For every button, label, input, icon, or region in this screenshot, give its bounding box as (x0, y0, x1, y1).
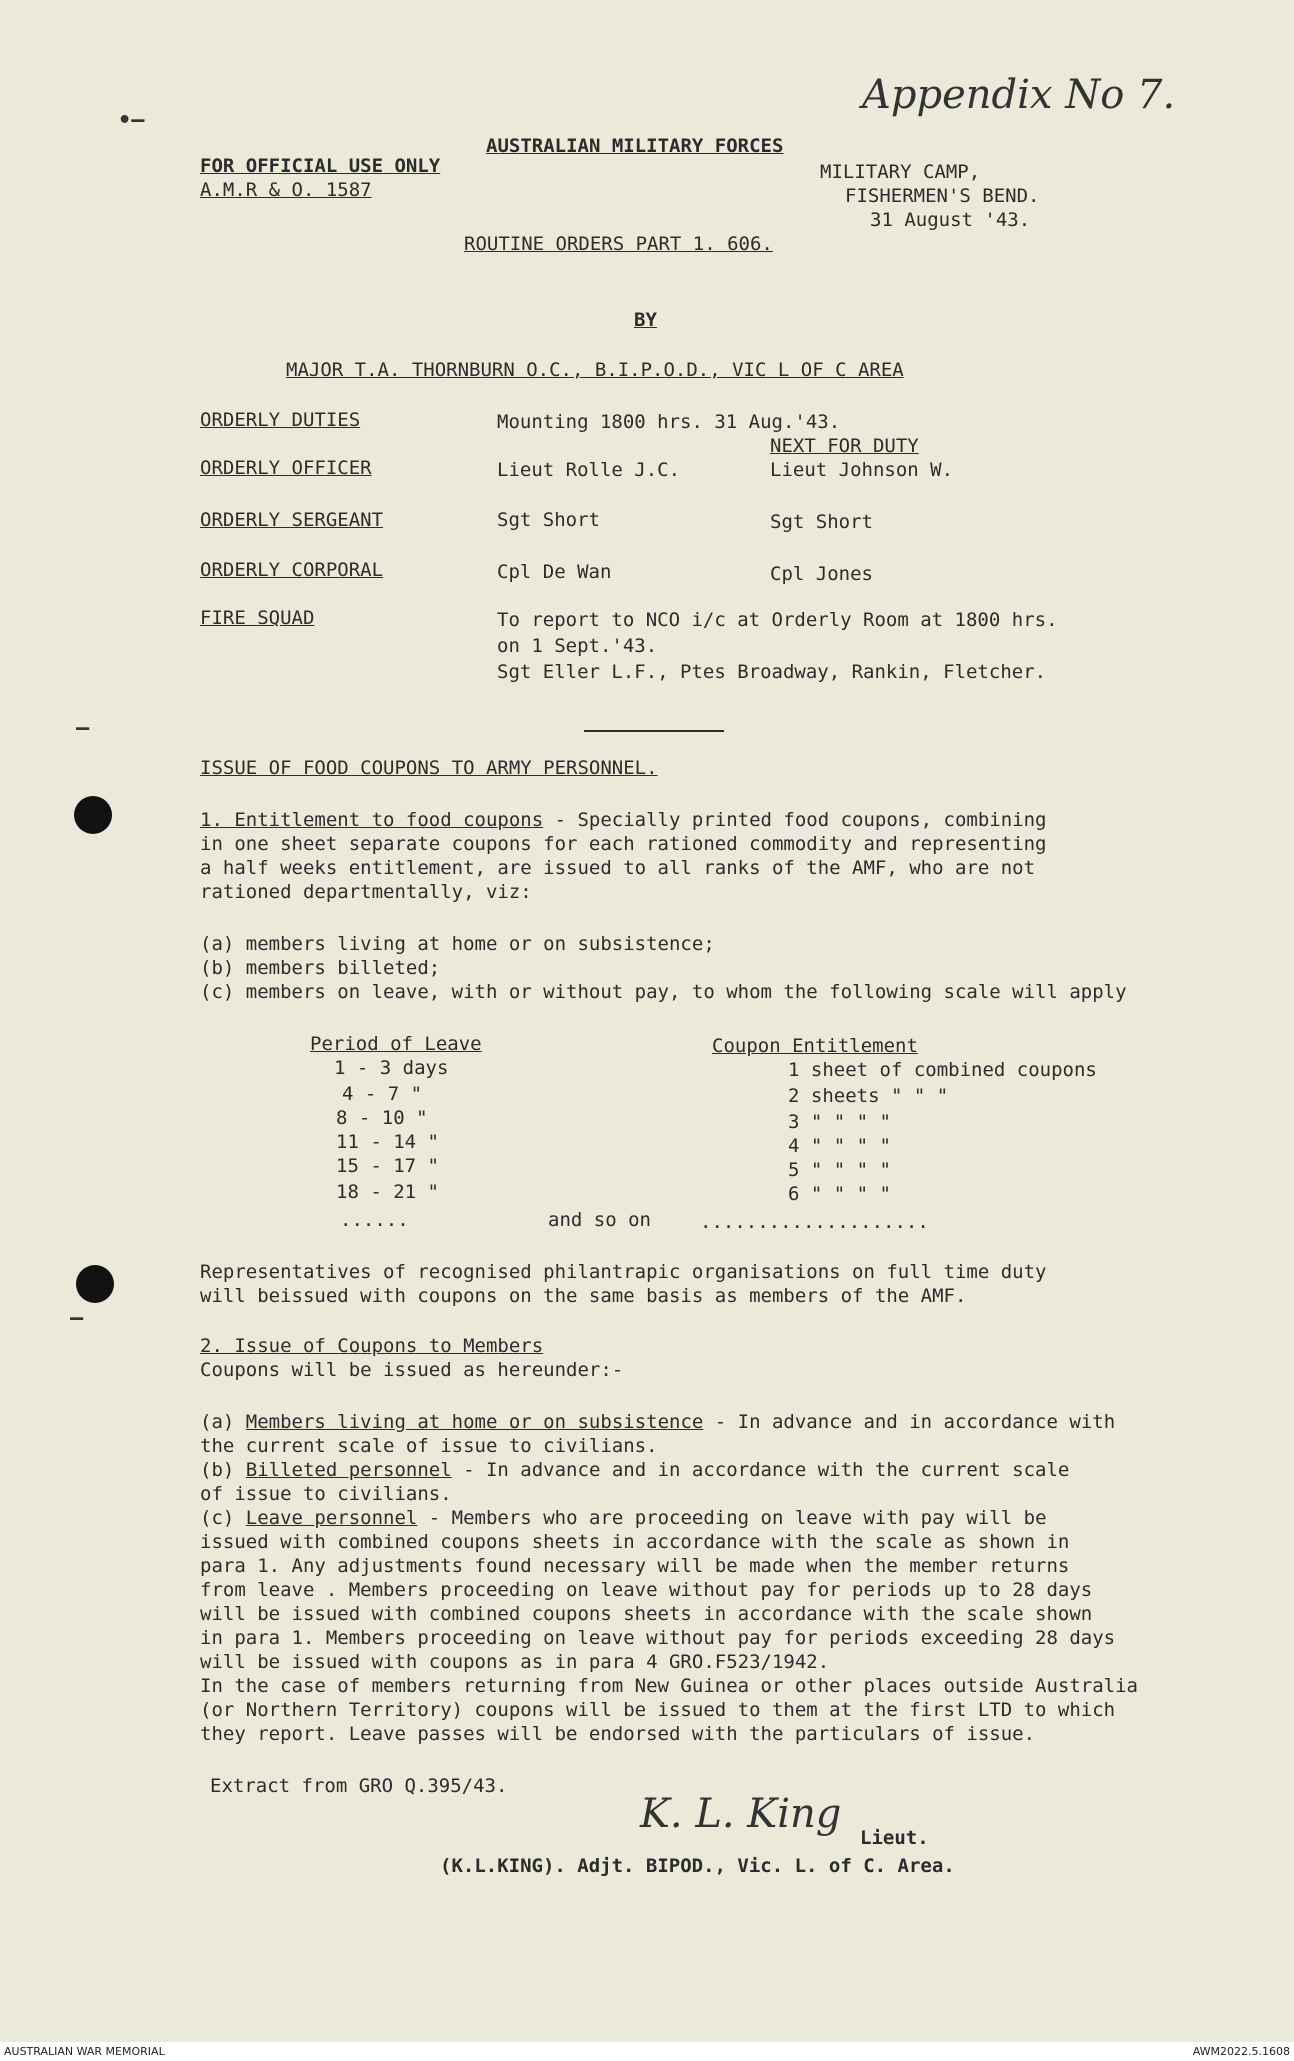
signature: K. L. King (640, 1791, 842, 1837)
corner-mark: •— (118, 108, 145, 133)
para2-a-line-1 (200, 1410, 1115, 1434)
scale-and-so-on: and so on (548, 1209, 651, 1231)
commanding-officer: MAJOR T.A. THORNBURN O.C., B.I.P.O.D., VIC L OF C AREA (286, 359, 904, 381)
para2-c-line: para 1. Any adjustments found necessary will be made when the member returns (200, 1555, 1070, 1577)
para2-c-line: from leave . Members proceeding on leave without pay for periods up to 28 days (200, 1579, 1093, 1601)
duty-label-orderly-duties: ORDERLY DUTIES (200, 409, 361, 431)
official-use: FOR OFFICIAL USE ONLY (200, 155, 441, 177)
scale-row-coupons: 3 " " " " (788, 1111, 891, 1133)
footer-reference: AWM2022.5.1608 (1192, 2045, 1290, 2058)
para2-c-line-1 (200, 1506, 1047, 1530)
scale-row-period: 4 - 7 " (342, 1083, 423, 1105)
duty-label-orderly-sergeant: ORDERLY SERGEANT (200, 509, 384, 531)
scale-row-coupons: 4 " " " " (788, 1135, 891, 1157)
para2-c-line: (or Northern Territory) coupons will be issued to them at the first LTD to which (200, 1699, 1116, 1721)
para2-c-heading: Leave personnel (245, 1507, 418, 1529)
para2-c-line: in para 1. Members proceeding on leave without pay for periods exceeding 28 days (200, 1627, 1116, 1649)
duty-label-orderly-corporal: ORDERLY CORPORAL (200, 559, 384, 581)
scale-row-period: 11 - 14 " (336, 1131, 439, 1153)
para2-a-line-2: the current scale of issue to civilians. (200, 1435, 658, 1457)
duty-current-orderly-duties: Mounting 1800 hrs. 31 Aug.'43. (497, 411, 841, 433)
fire-squad-line-2: on 1 Sept.'43. (497, 635, 658, 657)
duty-next-orderly-sergeant: Sgt Short (770, 511, 873, 533)
para1-item-c: (c) members on leave, with or without pay, to whom the following scale will apply (200, 981, 1127, 1003)
by-label: BY (634, 309, 657, 331)
duty-current-orderly-corporal: Cpl De Wan (497, 561, 612, 583)
section-divider (584, 730, 724, 732)
para1-item-a: (a) members living at home or on subsistence; (200, 933, 715, 955)
duty-label-orderly-officer: ORDERLY OFFICER (200, 457, 372, 479)
duty-next-orderly-corporal: Cpl Jones (770, 563, 873, 585)
para2-b-prefix: (b) (200, 1459, 246, 1481)
para2-c-line: issued with combined coupons sheets in accordance with the scale as shown in (200, 1531, 1070, 1553)
fire-squad-line-1: To report to NCO i/c at Orderly Room at 1800 hrs. (497, 609, 1058, 631)
scale-row-period: 18 - 21 " (336, 1181, 439, 1203)
camp-location: FISHERMEN'S BEND. (845, 185, 1040, 207)
para2-b-line-2: of issue to civilians. (200, 1483, 452, 1505)
para2-c-line: In the case of members returning from New Guinea or other places outside Australia (200, 1675, 1138, 1697)
signature-block: (K.L.KING). Adjt. BIPOD., Vic. L. of C. Area. (440, 1855, 955, 1877)
scale-row-period: 15 - 17 " (336, 1155, 439, 1177)
para2-c-line: will be issued with combined coupons sheets in accordance with the scale shown (200, 1603, 1093, 1625)
para2-a-heading: Members living at home or on subsistence (245, 1411, 704, 1433)
scale-row-period: 1 - 3 days (334, 1057, 449, 1079)
extract-reference: Extract from GRO Q.395/43. (210, 1775, 508, 1797)
para1-item-b: (b) members billeted; (200, 957, 441, 979)
scale-dots-right: .................... (700, 1211, 929, 1233)
next-for-duty-label: NEXT FOR DUTY (770, 435, 919, 457)
scale-header-period: Period of Leave (310, 1033, 482, 1055)
para2-a-prefix: (a) (200, 1411, 246, 1433)
para2-a-rest: - In advance and in accordance with (703, 1411, 1116, 1433)
para2-b-heading: Billeted personnel (245, 1459, 452, 1481)
duty-current-orderly-sergeant: Sgt Short (497, 509, 600, 531)
para2-c-line: they report. Leave passes will be endorsed with the particulars of issue. (200, 1723, 1036, 1745)
signature-rank: Lieut. (860, 1827, 929, 1849)
fire-squad-line-3: Sgt Eller L.F., Ptes Broadway, Rankin, Fletcher. (497, 661, 1047, 683)
scale-row-coupons: 5 " " " " (788, 1159, 891, 1181)
duty-current-orderly-officer: Lieut Rolle J.C. (497, 459, 681, 481)
para1-line-3: a half weeks entitlement, are issued to all ranks of the AMF, who are not (200, 857, 1036, 879)
scale-dots-left: ...... (340, 1209, 409, 1231)
margin-tick-1: — (76, 716, 90, 741)
reps-line-2: will beissued with coupons on the same basis as members of the AMF. (200, 1285, 967, 1307)
scale-header-coupons: Coupon Entitlement (712, 1035, 918, 1057)
scale-row-coupons: 6 " " " " (788, 1183, 891, 1205)
footer-institution: AUSTRALIAN WAR MEMORIAL (4, 2045, 165, 2058)
section-title: ISSUE OF FOOD COUPONS TO ARMY PERSONNEL. (200, 757, 658, 779)
scale-row-period: 8 - 10 " (336, 1107, 428, 1129)
appendix-annotation: Appendix No 7. (862, 72, 1176, 118)
para2-c-line: will be issued with coupons as in para 4 GRO.F523/1942. (200, 1651, 830, 1673)
punch-hole-top (74, 796, 112, 834)
org-heading: AUSTRALIAN MILITARY FORCES (486, 135, 784, 157)
duty-label-fire-squad: FIRE SQUAD (200, 607, 315, 629)
reps-line-1: Representatives of recognised philantrapic organisations on full time duty (200, 1261, 1047, 1283)
duty-next-orderly-officer: Lieut Johnson W. (770, 459, 954, 481)
para2-heading: 2. Issue of Coupons to Members (200, 1335, 544, 1357)
order-date: 31 August '43. (870, 209, 1031, 231)
para2-c-prefix: (c) (200, 1507, 246, 1529)
scale-row-coupons: 2 sheets " " " (788, 1085, 949, 1107)
para1-heading: 1. Entitlement to food coupons (200, 809, 544, 831)
punch-hole-bottom (76, 1265, 114, 1303)
amr-reference: A.M.R & O. 1587 (200, 179, 372, 201)
camp-name: MILITARY CAMP, (820, 161, 981, 183)
para1-line-2: in one sheet separate coupons for each rationed commodity and representing (200, 833, 1047, 855)
scale-row-coupons: 1 sheet of combined coupons (788, 1059, 1097, 1081)
para2-intro: Coupons will be issued as hereunder:- (200, 1359, 624, 1381)
para1-first-rest: - Specially printed food coupons, combining (543, 809, 1047, 831)
para2-b-line-1 (200, 1458, 1069, 1482)
para1-line-1 (200, 808, 1047, 832)
para1-line-4: rationed departmentally, viz: (200, 881, 532, 903)
routine-orders-title: ROUTINE ORDERS PART 1. 606. (464, 233, 773, 255)
margin-tick-2: – (70, 1306, 84, 1331)
para2-b-rest: - In advance and in accordance with the current scale (451, 1459, 1070, 1481)
para2-c-rest: - Members who are proceeding on leave with pay will be (417, 1507, 1047, 1529)
